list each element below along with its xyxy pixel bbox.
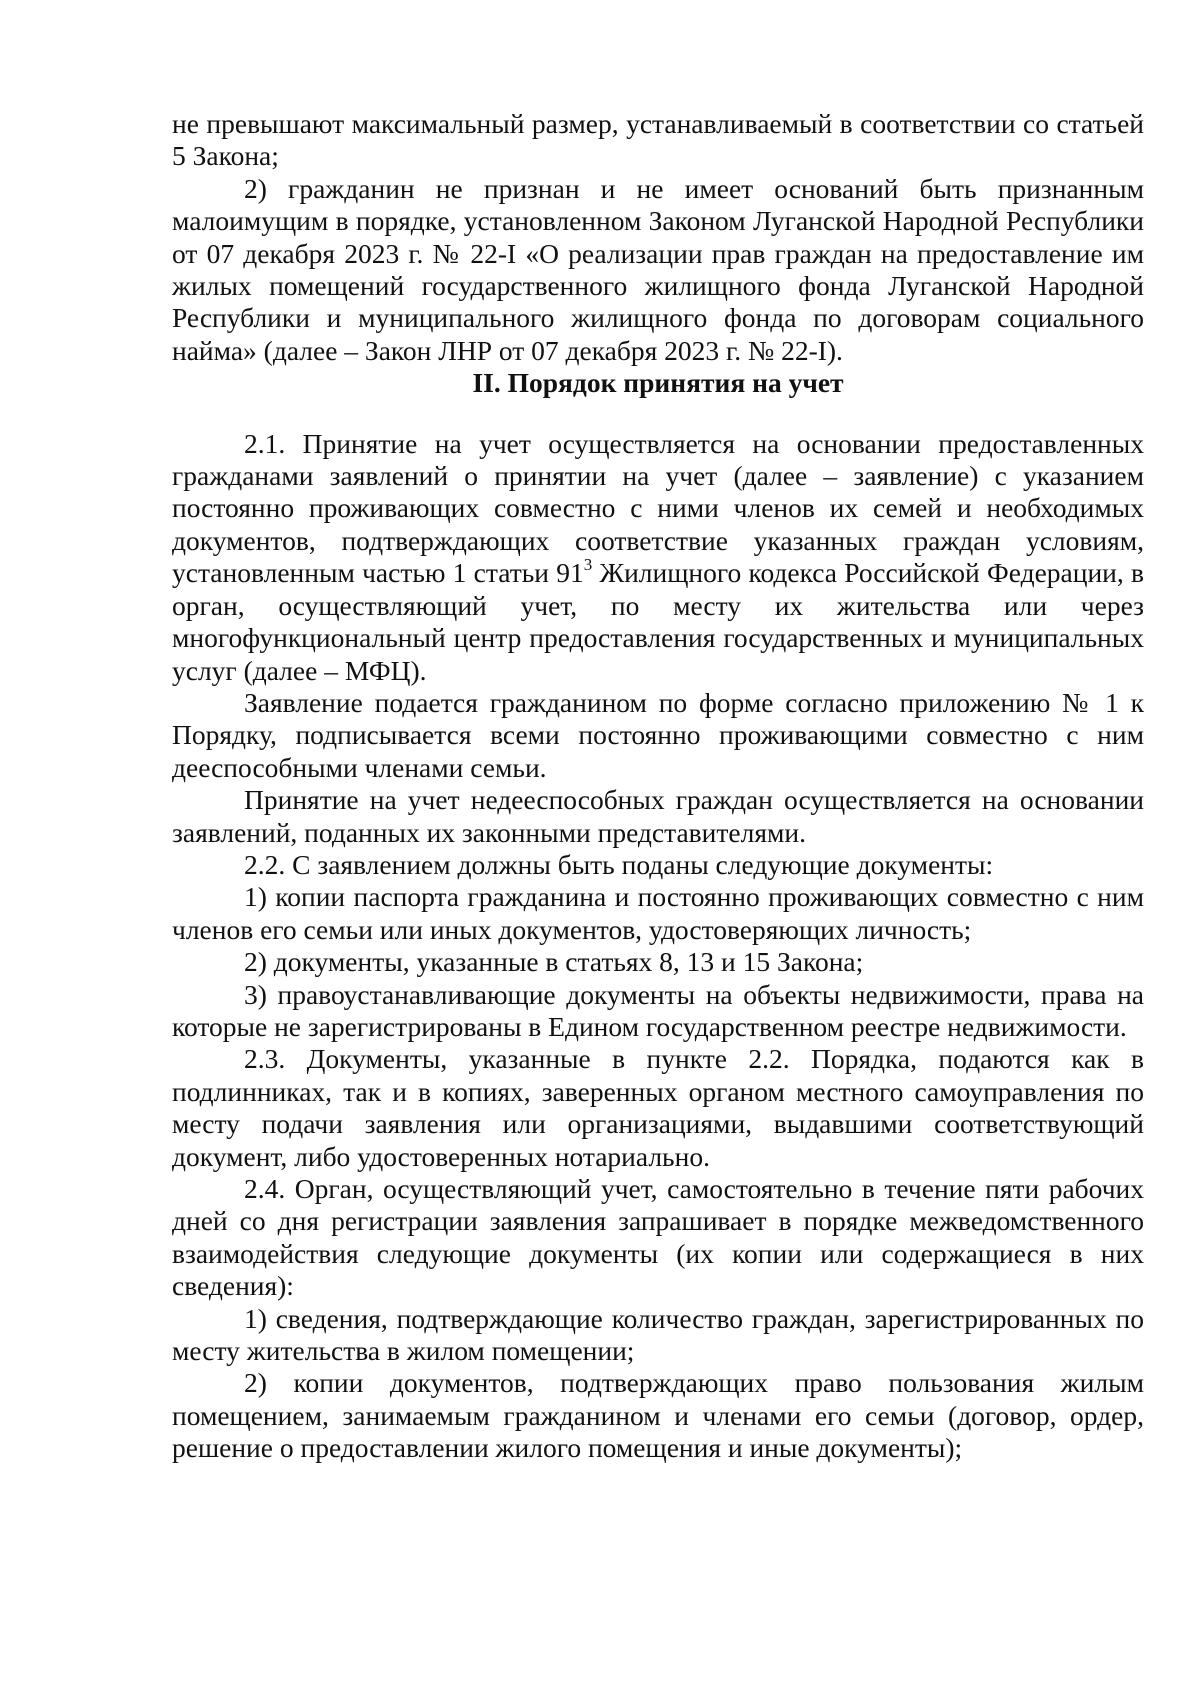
article-superscript: 3	[583, 555, 593, 575]
item-2-citizen-paragraph: 2) гражданин не признан и не имеет оснований быть признанным малоимущим в порядке, установленном Законом Луганской Народной Республики от 07 декабря 2023 г. № 22-I «О реализации прав граждан на предоставление им жилых помещений государственного жилищного фонда Луганской Народной Республики и муниципального жилищного фонда по договорам социального найма» (далее – Закон ЛНР от 07 декабря 2023 г. № 22-I).	[172, 172, 1144, 366]
paragraph-2-2-item-3: 3) правоустанавливающие документы на объекты недвижимости, права на которые не зарегистрированы в Едином государственном реестре недвижимости.	[172, 978, 1144, 1042]
paragraph-2-2: 2.2. С заявлением должны быть поданы следующие документы:	[244, 848, 994, 880]
paragraph-2-1-text-end: Жилищного кодекса Российской Федерации, в орган, осуществляющий учет, по месту их жительства или через многофункциональный центр предоставления государственных и муниципальных услуг (далее – МФЦ).	[172, 557, 1144, 686]
paragraph-2-4-item-2: 2) копии документов, подтверждающих право пользования жилым помещением, занимаемым гражданином и членами его семьи (договор, ордер, решение о предоставлении жилого помещения и иные документы);	[172, 1367, 1144, 1464]
paragraph-2-2-item-1: 1) копии паспорта гражданина и постоянно проживающих совместно с ним членов его семьи или иных документов, удостоверяющих личность;	[172, 881, 1144, 945]
paragraph-2-4: 2.4. Орган, осуществляющий учет, самостоятельно в течение пяти рабочих дней со дня регистрации заявления запрашивает в порядке межведомственного взаимодействия следующие документы (их копии или содержащиеся в них сведения):	[172, 1173, 1144, 1302]
incapable-citizens-paragraph: Принятие на учет недееспособных граждан осуществляется на основании заявлений, поданных их законными представителями.	[172, 784, 1144, 848]
paragraph-2-1	[172, 428, 1144, 687]
paragraph-2-3: 2.3. Документы, указанные в пункте 2.2. Порядка, подаются как в подлинниках, так и в копиях, заверенных органом местного самоуправления по месту подачи заявления или организациями, выдавшими соответствующий документ, либо удостоверенных нотариально.	[172, 1043, 1144, 1172]
document-page	[172, 108, 1144, 1465]
section-heading: II. Порядок принятия на учет	[472, 367, 844, 399]
paragraph-2-2-item-2: 2) документы, указанные в статьях 8, 13 и 15 Закона;	[244, 946, 864, 978]
paragraph-2-4-item-1: 1) сведения, подтверждающие количество граждан, зарегистрированных по месту жительства в жилом помещении;	[172, 1302, 1144, 1367]
paragraph-2-1-text-start: 2.1. Принятие на учет осуществляется на основании предоставленных гражданами заявлений о принятии на учет (далее – заявление) с указанием постоянно проживающих совместно с ними членов их семей и необходимых документов, подтверждающих соответствие указанных граждан условиям, установленным частью 1 статьи 91	[172, 427, 1144, 589]
application-form-paragraph: Заявление подается гражданином по форме согласно приложению № 1 к Порядку, подписывается всеми постоянно проживающими совместно с ним дееспособными членами семьи.	[172, 686, 1144, 783]
continuation-paragraph: не превышают максимальный размер, устанавливаемый в соответствии со статьей 5 Закона;	[172, 108, 1144, 172]
